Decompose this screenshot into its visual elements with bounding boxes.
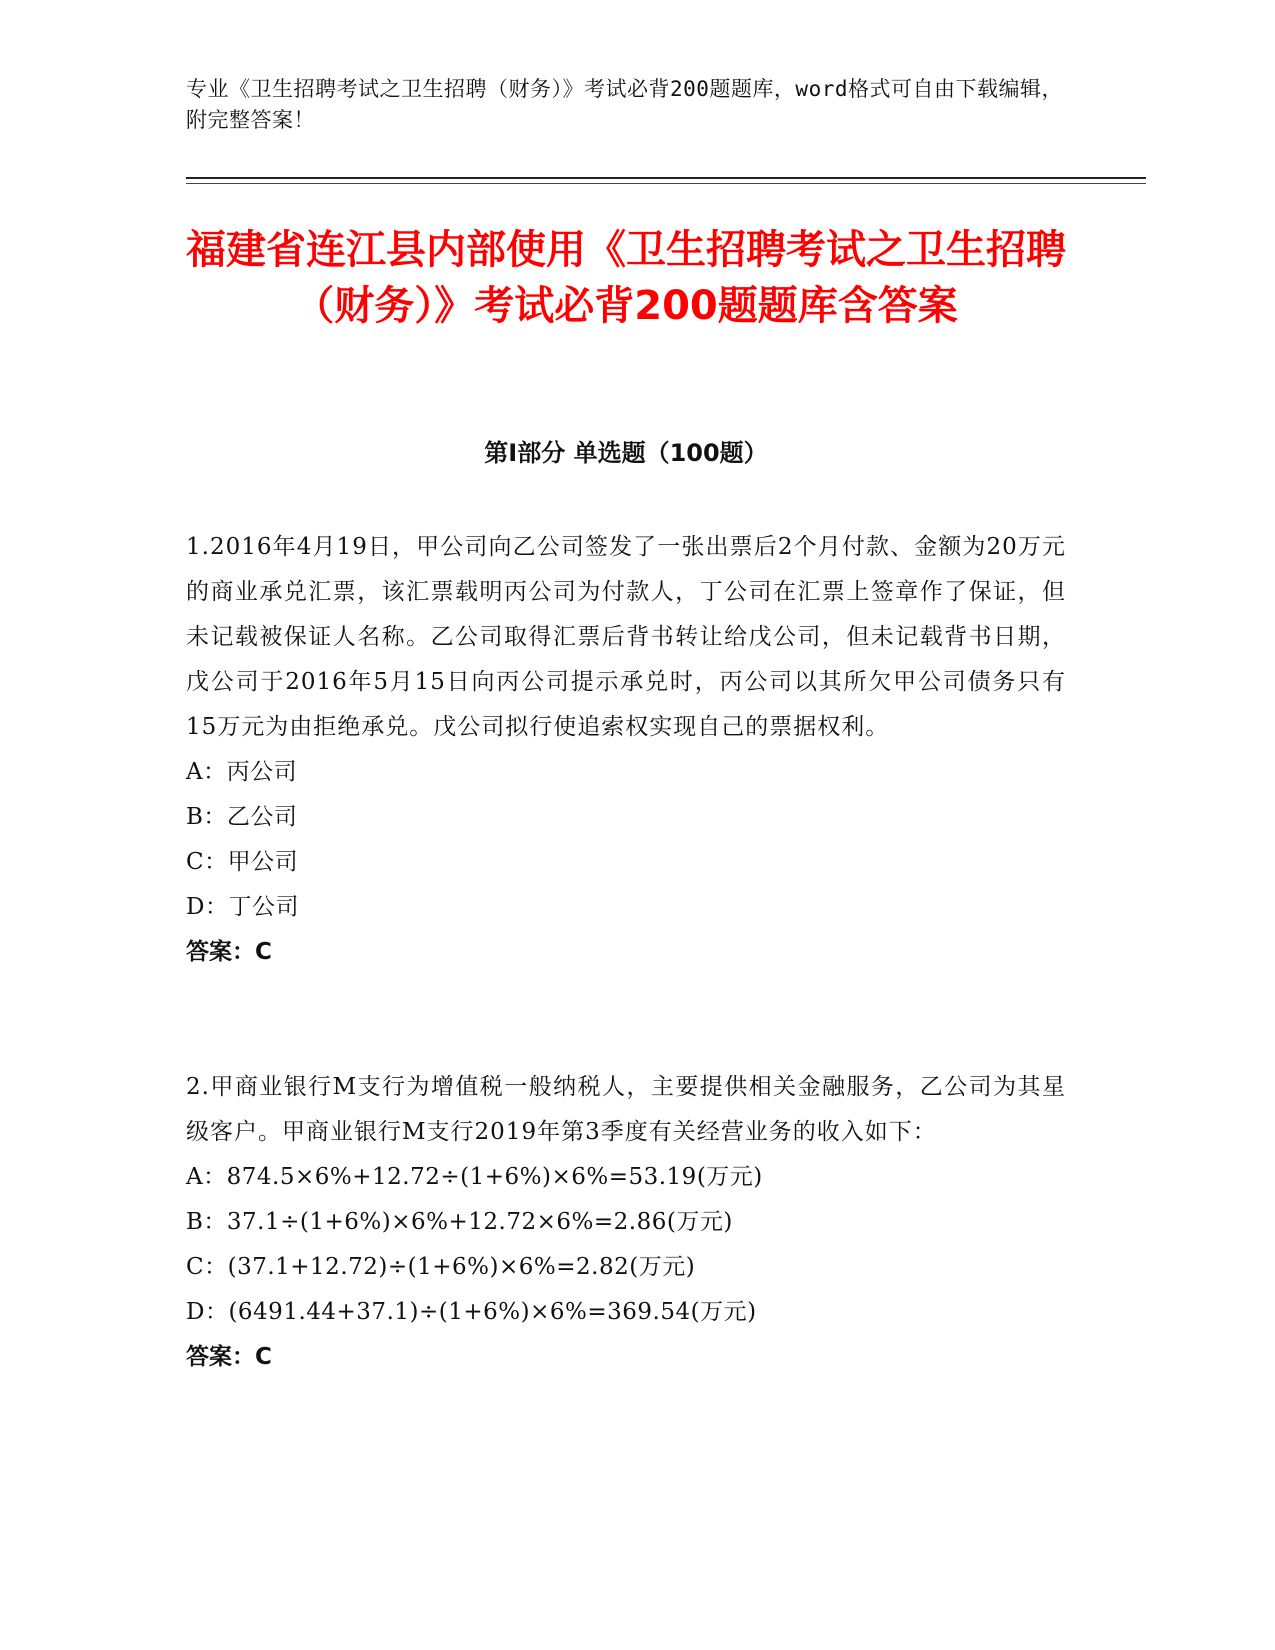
- document-title: 福建省连江县内部使用《卫生招聘考试之卫生招聘（财务）》考试必背200题题库含答案: [186, 227, 1066, 329]
- option-a: A：874.5×6%+12.72÷(1+6%)×6%=53.19(万元): [186, 1164, 763, 1190]
- option-b: B：乙公司: [186, 804, 298, 830]
- question-stem: 2.甲商业银行M支行为增值税一般纳税人，主要提供相关金融服务，乙公司为其星级客户。甲商业银行M支行2019年第3季度有关经营业务的收入如下：: [186, 1074, 1066, 1145]
- option-a: A：丙公司: [186, 759, 298, 785]
- answer-text: 答案：C: [186, 939, 272, 965]
- option-b: B：37.1÷(1+6%)×6%+12.72×6%=2.86(万元): [186, 1209, 733, 1235]
- question-stem: 1.2016年4月19日，甲公司向乙公司签发了一张出票后2个月付款、金额为20万元的商业承兑汇票，该汇票载明丙公司为付款人，丁公司在汇票上签章作了保证，但未记载被保证人名称。乙公司取得汇票后背书转让给戊公司，但未记载背书日期，戊公司于2016年5月15日向丙公司提示承兑时，丙公司以其所欠甲公司债务只有15万元为由拒绝承兑。戊公司拟行使追索权实现自己的票据权利。: [186, 534, 1066, 740]
- question-block: [186, 525, 1066, 975]
- header-note: 专业《卫生招聘考试之卫生招聘（财务）》考试必背200题题库，word格式可自由下载编辑，附完整答案！: [186, 77, 1063, 132]
- option-d: D：(6491.44+37.1)÷(1+6%)×6%=369.54(万元): [186, 1299, 757, 1325]
- header-divider-thin: [186, 183, 1146, 184]
- section-title: 第Ⅰ部分 单选题（100题）: [484, 439, 768, 467]
- option-c: C：(37.1+12.72)÷(1+6%)×6%=2.82(万元): [186, 1254, 696, 1280]
- answer-text: 答案：C: [186, 1344, 272, 1370]
- option-d: D：丁公司: [186, 894, 299, 920]
- header-divider-thick: [186, 177, 1146, 179]
- option-c: C：甲公司: [186, 849, 299, 875]
- question-block: [186, 1065, 1066, 1380]
